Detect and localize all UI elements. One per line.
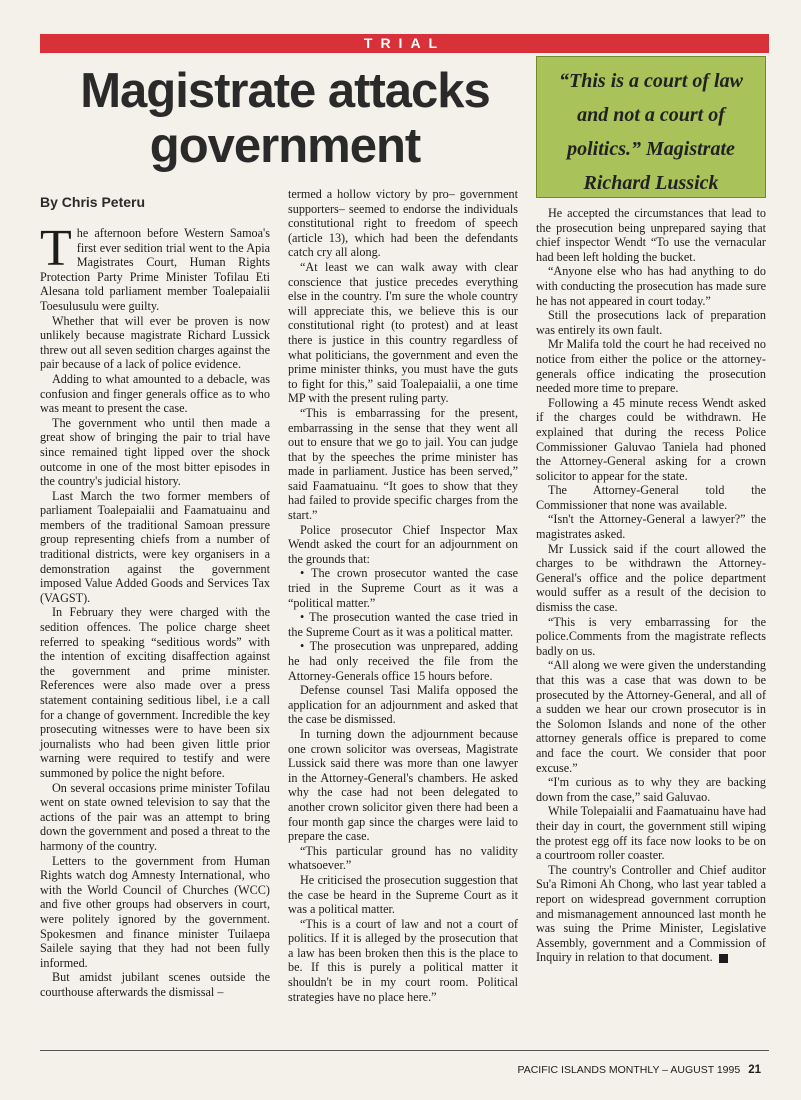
page-footer	[517, 1064, 761, 1076]
section-banner: TRIAL	[40, 34, 769, 53]
paragraph: Police prosecutor Chief Inspector Max Wendt asked the court for an adjournment on the grounds that:	[288, 522, 518, 566]
headline: Magistrate attacks government	[80, 64, 490, 173]
paragraph: While Tolepaialii and Faamatuainu have had their day in court, the government still wiping the protest egg off its face now looks to be on a courtroom roller coaster.	[536, 804, 766, 863]
paragraph: “This is very embarrassing for the police.Comments from the magistrate reflects badly on us.	[536, 614, 766, 658]
paragraph: But amidst jubilant scenes outside the courthouse afterwards the dismissal –	[40, 970, 270, 999]
article-column-1	[40, 220, 270, 999]
paragraph: “Anyone else who has had anything to do with conducting the prosecution has made sure he has not appeared in court today.”	[536, 264, 766, 308]
paragraph: The government who until then made a great show of bringing the pair to trial have since remained tight lipped over the shock outcome in one of the most bitter episodes in the country's judicial history.	[40, 415, 270, 489]
paragraph: Last March the two former members of parliament Toalepaialii and Faamatuainu and members of the traditional Samoan pressure group representing chiefs from a number of traditional districts, were key organisers in a demonstration against the government imposed Value Added Goods and Services Tax (VAGST).	[40, 488, 270, 605]
paragraph: The Attorney-General told the Commissioner that none was available.	[536, 483, 766, 512]
paragraph: On several occasions prime minister Tofilau went on state owned television to say that the actions of the pair was an attempt to bring down the government and posed a threat to the harmony of the country.	[40, 780, 270, 853]
article-column-3	[536, 206, 766, 965]
bullet-item: • The prosecution was unprepared, adding he had only received the file from the Attorney-Generals office 15 hours before.	[288, 639, 518, 683]
paragraph: Whether that will ever be proven is now unlikely because magistrate Richard Lussick threw out all seven sedition charges against the pair because of a lack of police evidence.	[40, 313, 270, 372]
paragraph: Mr Lussick said if the court allowed the charges to be withdrawn the Attorney-General's office and the police department would suffer as a result of the decision to dismiss the case.	[536, 541, 766, 615]
paragraph: In February they were charged with the sedition offences. The police charge sheet referred to speaking “seditious words” with the intention of exciting disaffection against the government and prime minister. References were also made over a press statement containing seditious libel, i.e a call for a change of government. Incredible the key prosecuting witnesses were to have been six journalists who had been given little prior warning were required to testify and were summoned by police the night before.	[40, 605, 270, 780]
paragraph: termed a hollow victory by pro– government supporters– seemed to endorse the individuals constitutional right to freedom of speech (article 13), which had been the defendants catch cry all along.	[288, 187, 518, 260]
paragraph: Adding to what amounted to a debacle, was confusion and finger generals office as to who was meant to present the case.	[40, 371, 270, 416]
paragraph: “At least we can walk away with clear conscience that justice precedes everything else in the country. I'm sure the whole country will appreciate this, we believe this is our constitutional right (to protest) and at least there is justice in this country regardless of what politicians, the government and even the prime minister thinks, you must have the guts to fight for this,” said Toalepaialii, a one time MP with the present ruling party.	[288, 259, 518, 406]
paragraph: Letters to the government from Human Rights watch dog Amnesty International, who with the World Council of Churches (WCC) and five other groups had observers in court, were politely ignored by the government. Spokesmen and finance minister Tuilaepa Sailele saying that they had not been fully informed.	[40, 853, 270, 970]
byline: By Chris Peteru	[40, 194, 146, 210]
paragraph: “I'm curious as to why they are backing down from the case,” said Galuvao.	[536, 775, 766, 804]
paragraph: “This is a court of law and not a court of politics. If it is alleged by the prosecution that a law has been broken then this is the place to be. If this is purely a political matter it shouldn't be in my court room. Political strategies have no place here.”	[288, 916, 518, 1004]
paragraph: “Isn't the Attorney-General a lawyer?” the magistrates asked.	[536, 512, 766, 542]
paragraph: In turning down the adjournment because one crown solicitor was overseas, Magistrate Lussick said there was more than one lawyer in the Attorney-General's chambers. He asked why the case had not been delegated to another crown solicitor given there had been a four month gap since the charges were laid to prepare the case.	[288, 726, 518, 844]
bullet-item: • The prosecution wanted the case tried in the Supreme Court as it was a political matter.	[288, 610, 518, 639]
drop-cap: T	[40, 220, 72, 277]
paragraph: “This particular ground has no validity whatsoever.”	[288, 843, 518, 873]
footer-rule	[40, 1050, 769, 1051]
pull-quote: “This is a court of law and not a court of politics.” Magistrate Richard Lussick	[536, 56, 766, 198]
paragraph: He criticised the prosecution suggestion that the case be heard in the Supreme Court as it was a political matter.	[288, 872, 518, 917]
paragraph: Defense counsel Tasi Malifa opposed the application for an adjournment and asked that the case be dismissed.	[288, 683, 518, 727]
paragraph: He accepted the circumstances that lead to the prosecution being unprepared saying that chief inspector Wendt “To use the vernacular had been left holding the bucket.	[536, 206, 766, 264]
paragraph: Mr Malifa told the court he had received no notice from either the police or the attorney-generals office indicating the prosecution needed more time to prepare.	[536, 337, 766, 396]
article-column-2	[288, 187, 518, 1004]
paragraph: Following a 45 minute recess Wendt asked if the charges could be withdrawn. He explained that during the recess Police Commissioner Galuvao Taniela had phoned the Attorney-General asking for a crown solicitor to appear for the state.	[536, 395, 766, 483]
publication-line: PACIFIC ISLANDS MONTHLY – AUGUST 1995	[517, 1064, 741, 1076]
paragraph: Still the prosecutions lack of preparation was entirely its own fault.	[536, 308, 766, 337]
paragraph: “This is embarrassing for the present, embarrassing in the sense that they went all out to ensure that we go to jail. You can judge that by the speeches the prime minister has made in parliament. Justice has been served,” said Faamatuainu. “It goes to show that they had failed to provide specific charges from the start.”	[288, 405, 518, 523]
paragraph: The afternoon before Western Samoa's first ever sedition trial went to the Apia Magistrates Court, Human Rights Protection Party Prime Minister Tofilau Eti Alesana told parliament member Toalepaialii Toesulusulu were guilty.	[40, 220, 270, 313]
bullet-item: • The crown prosecutor wanted the case tried in the Supreme Court as it was a “political matter.”	[288, 566, 518, 610]
paragraph: The country's Controller and Chief auditor Su'a Rimoni Ah Chong, who last year tabled a report on widespread government corruption and mismanagement announced last month he was suing the Prime Minister, Legislative Assembly, government and a Commission of Inquiry in relation to that document.	[536, 862, 766, 965]
end-mark-icon	[719, 954, 728, 963]
paragraph: “All along we were given the understanding that this was a case that was down to be prosecuted by the Attorney-General, and all of a sudden we hear our crown prosecutor is in the Solomon Islands and none of the other attorney generals office is prepared to come and face the court. We consider that poor excuse.”	[536, 658, 766, 775]
page-number: 21	[748, 1064, 761, 1076]
